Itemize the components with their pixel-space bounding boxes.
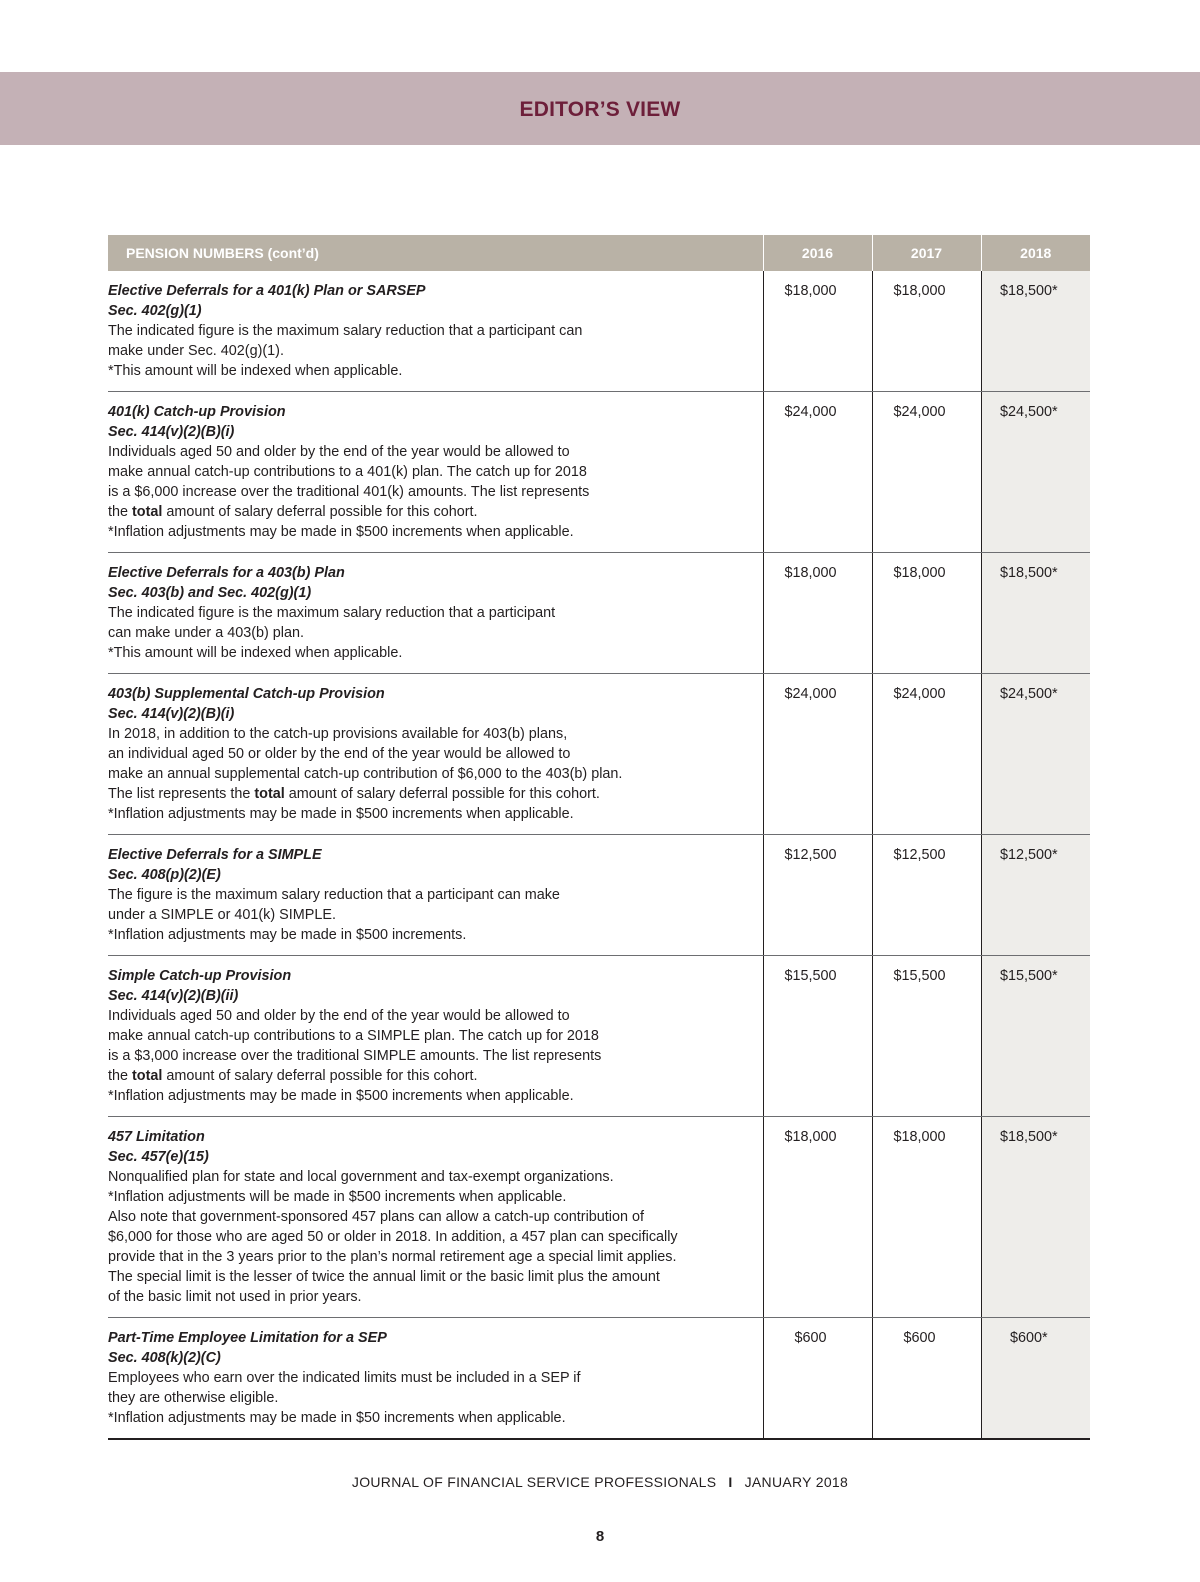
text-segment: *Inflation adjustments may be made in $500 increments when applicable.: [108, 806, 574, 822]
limit-value-2018: $12,500*: [981, 835, 1090, 956]
limit-value-2016: $600: [763, 1318, 872, 1440]
limit-value-2016: $18,000: [763, 553, 872, 674]
limit-title: Simple Catch-up Provision: [108, 968, 292, 984]
limit-description: [108, 271, 763, 392]
description-line: [108, 784, 751, 804]
issue-date: JANUARY 2018: [744, 1474, 849, 1490]
description-line: [108, 1167, 751, 1187]
description-line: [108, 442, 751, 462]
limit-value-2018: $18,500*: [981, 271, 1090, 392]
text-segment: *This amount will be indexed when applicable.: [108, 645, 403, 661]
text-segment: The special limit is the lesser of twice the annual limit or the basic limit plus the amount: [108, 1269, 660, 1285]
text-segment: *Inflation adjustments may be made in $500 increments when applicable.: [108, 1088, 574, 1104]
limit-value-2016: $15,500: [763, 956, 872, 1117]
limit-value-2018: $24,500*: [981, 392, 1090, 553]
year-header-2017: 2017: [872, 235, 981, 271]
table-header-row: [108, 235, 1090, 271]
text-segment: *This amount will be indexed when applicable.: [108, 363, 403, 379]
limit-description: [108, 553, 763, 674]
text-segment: Employees who earn over the indicated limits must be included in a SEP if: [108, 1370, 581, 1386]
limit-title: 401(k) Catch-up Provision: [108, 404, 286, 420]
text-segment: make under Sec. 402(g)(1).: [108, 343, 284, 359]
description-line: [108, 1267, 751, 1287]
code-section: Sec. 402(g)(1): [108, 303, 202, 319]
code-section: Sec. 414(v)(2)(B)(ii): [108, 988, 239, 1004]
description-line: [108, 1227, 751, 1247]
description-line: [108, 1207, 751, 1227]
limit-value-2017: $600: [872, 1318, 981, 1440]
text-segment: *Inflation adjustments may be made in $50 increments when applicable.: [108, 1410, 566, 1426]
limit-value-2017: $18,000: [872, 553, 981, 674]
table-row: [108, 271, 1090, 392]
footer-separator: I: [728, 1474, 733, 1490]
code-section: Sec. 408(p)(2)(E): [108, 867, 221, 883]
text-segment: amount of salary deferral possible for this cohort.: [162, 504, 478, 520]
text-segment: *Inflation adjustments may be made in $500 increments when applicable.: [108, 524, 574, 540]
text-segment: $6,000 for those who are aged 50 or older in 2018. In addition, a 457 plan can specifically: [108, 1229, 678, 1245]
limit-value-2016: $18,000: [763, 271, 872, 392]
description-line: [108, 341, 751, 361]
code-section: Sec. 403(b) and Sec. 402(g)(1): [108, 585, 312, 601]
limit-value-2018: $18,500*: [981, 553, 1090, 674]
section-title: EDITOR’S VIEW: [519, 97, 681, 121]
text-segment: of the basic limit not used in prior years.: [108, 1289, 362, 1305]
text-segment: is a $6,000 increase over the traditional 401(k) amounts. The list represents: [108, 484, 590, 500]
limit-description: [108, 835, 763, 956]
description-line: [108, 1086, 751, 1106]
section-banner: [0, 72, 1200, 145]
table-row: [108, 835, 1090, 956]
text-segment: Individuals aged 50 and older by the end of the year would be allowed to: [108, 1008, 570, 1024]
year-header-2018: 2018: [981, 235, 1090, 271]
table-row: [108, 553, 1090, 674]
limit-value-2017: $15,500: [872, 956, 981, 1117]
text-segment: they are otherwise eligible.: [108, 1390, 279, 1406]
emphasis-text: total: [132, 1068, 163, 1084]
text-segment: the: [108, 1068, 133, 1084]
text-segment: In 2018, in addition to the catch-up provisions available for 403(b) plans,: [108, 726, 568, 742]
limit-value-2016: $18,000: [763, 1117, 872, 1318]
limit-title: 403(b) Supplemental Catch-up Provision: [108, 686, 385, 702]
limit-value-2018: $18,500*: [981, 1117, 1090, 1318]
description-line: [108, 724, 751, 744]
text-segment: make annual catch-up contributions to a 401(k) plan. The catch up for 2018: [108, 464, 587, 480]
table-row: [108, 674, 1090, 835]
table-title: PENSION NUMBERS (cont’d): [108, 235, 763, 271]
text-segment: Also note that government-sponsored 457 plans can allow a catch-up contribution of: [108, 1209, 644, 1225]
table-row: [108, 392, 1090, 553]
description-line: [108, 1006, 751, 1026]
limit-value-2018: $15,500*: [981, 956, 1090, 1117]
text-segment: can make under a 403(b) plan.: [108, 625, 304, 641]
text-segment: is a $3,000 increase over the traditional SIMPLE amounts. The list represents: [108, 1048, 602, 1064]
text-segment: the: [108, 504, 133, 520]
limit-description: [108, 1117, 763, 1318]
text-segment: provide that in the 3 years prior to the plan’s normal retirement age a special limit applies.: [108, 1249, 677, 1265]
limit-value-2016: $24,000: [763, 392, 872, 553]
limit-description: [108, 956, 763, 1117]
description-line: [108, 502, 751, 522]
description-line: [108, 1408, 751, 1428]
description-line: [108, 643, 751, 663]
description-line: [108, 1187, 751, 1207]
description-line: [108, 925, 751, 945]
text-segment: The list represents the: [108, 786, 255, 802]
limit-description: [108, 1318, 763, 1440]
page-number: 8: [595, 1528, 605, 1545]
text-segment: Individuals aged 50 and older by the end of the year would be allowed to: [108, 444, 570, 460]
text-segment: The indicated figure is the maximum salary reduction that a participant: [108, 605, 556, 621]
description-line: [108, 905, 751, 925]
text-segment: make annual catch-up contributions to a SIMPLE plan. The catch up for 2018: [108, 1028, 599, 1044]
table-row: [108, 1318, 1090, 1440]
page-footer: [0, 1474, 1200, 1490]
description-line: [108, 885, 751, 905]
limit-value-2018: $24,500*: [981, 674, 1090, 835]
table-row: [108, 956, 1090, 1117]
limit-title: Elective Deferrals for a 401(k) Plan or SARSEP: [108, 283, 426, 299]
description-line: [108, 462, 751, 482]
description-line: [108, 482, 751, 502]
limit-value-2017: $18,000: [872, 271, 981, 392]
description-line: [108, 744, 751, 764]
code-section: Sec. 408(k)(2)(C): [108, 1350, 221, 1366]
limit-value-2016: $12,500: [763, 835, 872, 956]
text-segment: The indicated figure is the maximum salary reduction that a participant can: [108, 323, 583, 339]
description-line: [108, 603, 751, 623]
description-line: [108, 1066, 751, 1086]
text-segment: amount of salary deferral possible for this cohort.: [284, 786, 600, 802]
code-section: Sec. 414(v)(2)(B)(i): [108, 424, 235, 440]
emphasis-text: total: [132, 504, 163, 520]
text-segment: an individual aged 50 or older by the end of the year would be allowed to: [108, 746, 571, 762]
description-line: [108, 804, 751, 824]
text-segment: Nonqualified plan for state and local government and tax-exempt organizations.: [108, 1169, 614, 1185]
limit-value-2016: $24,000: [763, 674, 872, 835]
description-line: [108, 1026, 751, 1046]
limit-value-2017: $24,000: [872, 392, 981, 553]
description-line: [108, 1046, 751, 1066]
limit-value-2017: $12,500: [872, 835, 981, 956]
description-line: [108, 321, 751, 341]
description-line: [108, 1287, 751, 1307]
text-segment: make an annual supplemental catch-up contribution of $6,000 to the 403(b) plan.: [108, 766, 623, 782]
limit-title: Part-Time Employee Limitation for a SEP: [108, 1330, 387, 1346]
limit-description: [108, 674, 763, 835]
description-line: [108, 1388, 751, 1408]
pension-numbers-table: [108, 235, 1090, 1440]
limit-value-2017: $24,000: [872, 674, 981, 835]
text-segment: *Inflation adjustments may be made in $500 increments.: [108, 927, 467, 943]
emphasis-text: total: [254, 786, 285, 802]
limit-description: [108, 392, 763, 553]
year-header-2016: 2016: [763, 235, 872, 271]
table-row: [108, 1117, 1090, 1318]
description-line: [108, 764, 751, 784]
description-line: [108, 522, 751, 542]
code-section: Sec. 414(v)(2)(B)(i): [108, 706, 235, 722]
limit-title: 457 Limitation: [108, 1129, 205, 1145]
description-line: [108, 1247, 751, 1267]
code-section: Sec. 457(e)(15): [108, 1149, 209, 1165]
text-segment: *Inflation adjustments will be made in $500 increments when applicable.: [108, 1189, 567, 1205]
description-line: [108, 361, 751, 381]
text-segment: under a SIMPLE or 401(k) SIMPLE.: [108, 907, 336, 923]
text-segment: The figure is the maximum salary reduction that a participant can make: [108, 887, 560, 903]
text-segment: amount of salary deferral possible for this cohort.: [162, 1068, 478, 1084]
limit-title: Elective Deferrals for a SIMPLE: [108, 847, 322, 863]
description-line: [108, 623, 751, 643]
limit-value-2017: $18,000: [872, 1117, 981, 1318]
limit-value-2018: $600*: [981, 1318, 1090, 1440]
description-line: [108, 1368, 751, 1388]
journal-name: JOURNAL OF FINANCIAL SERVICE PROFESSIONALS: [351, 1474, 717, 1490]
limit-title: Elective Deferrals for a 403(b) Plan: [108, 565, 345, 581]
